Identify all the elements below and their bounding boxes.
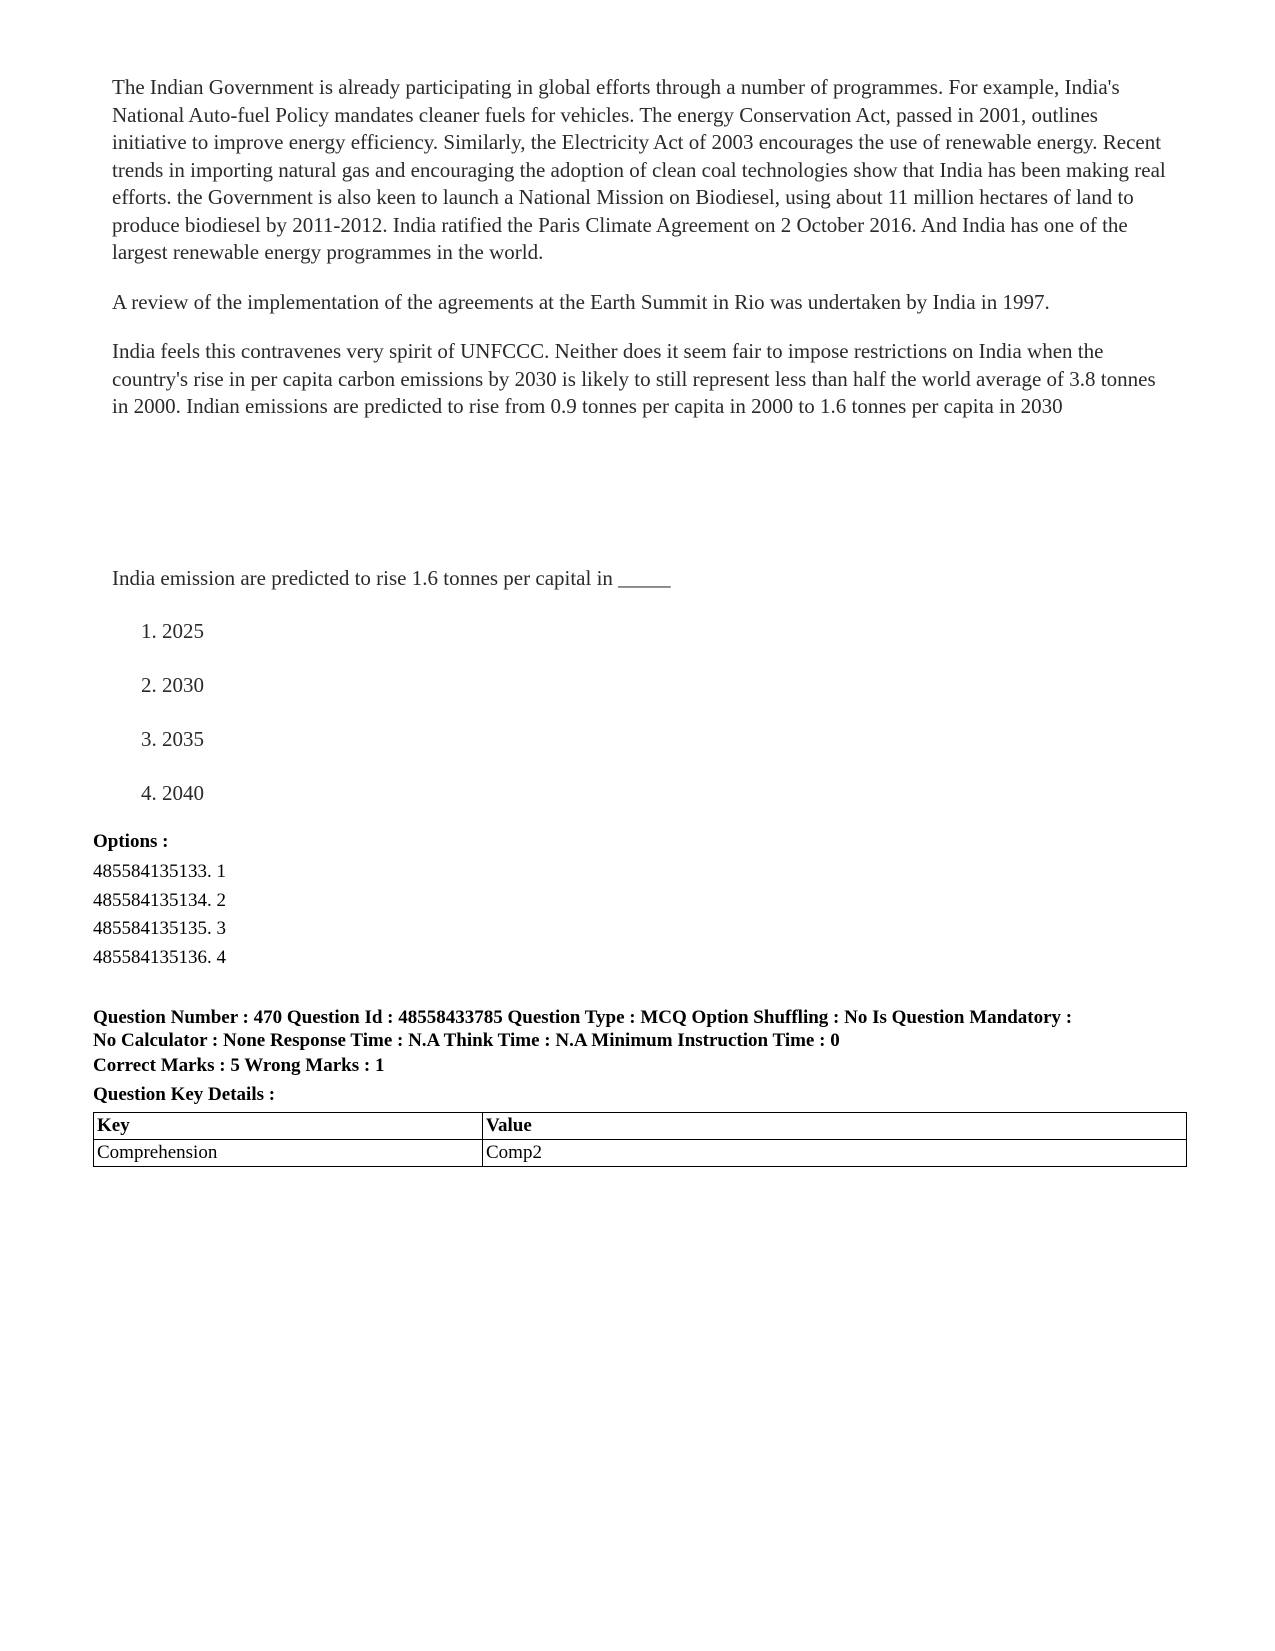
table-row [94, 1140, 1187, 1167]
marks-info: Correct Marks : 5 Wrong Marks : 1 [93, 1055, 385, 1076]
table-cell-key: Comprehension [94, 1140, 483, 1167]
passage-paragraph-2: A review of the implementation of the agreements at the Earth Summit in Rio was undertaken by India in 1997. [112, 289, 1050, 314]
table-cell-value: Comp2 [483, 1140, 1187, 1167]
option-item: 485584135133. 1 [93, 861, 226, 882]
question-stem: India emission are predicted to rise 1.6 tonnes per capital in _____ [112, 566, 671, 590]
choice-item: 1. 2025 [141, 619, 204, 643]
choice-item: 3. 2035 [141, 727, 204, 751]
table-header-value: Value [483, 1113, 1187, 1140]
passage-paragraph-3: India feels this contravenes very spirit of UNFCCC. Neither does it seem fair to impose restrictions on India when the country's rise in per capita carbon emissions by 2030 is likely to still represent less than half the world average of 3.8 tonnes in 2000. Indian emissions are predicted to rise from 0.9 tonnes per capita in 2000 to 1.6 tonnes per capita in 2030 [112, 339, 1156, 418]
question-info-line-1: Question Number : 470 Question Id : 48558433785 Question Type : MCQ Option Shuffling : No Is Question Mandatory : [93, 1007, 1073, 1028]
option-item: 485584135135. 3 [93, 918, 226, 939]
passage-paragraph-1: The Indian Government is already participating in global efforts through a number of programmes. For example, India's National Auto-fuel Policy mandates cleaner fuels for vehicles. The energy Conservation Act, passed in 2001, outlines initiative to improve energy efficiency. Similarly, the Electricity Act of 2003 encourages the use of renewable energy. Recent trends in importing natural gas and encouraging the adoption of clean coal technologies show that India has been making real efforts. the Government is also keen to launch a National Mission on Biodiesel, using about 11 million hectares of land to produce biodiesel by 2011-2012. India ratified the Paris Climate Agreement on 2 October 2016. And India has one of the largest renewable energy programmes in the world. [112, 75, 1166, 264]
question-info [93, 1006, 1183, 1052]
choice-list [141, 618, 204, 834]
choice-item: 2. 2030 [141, 673, 204, 697]
passage-image [112, 74, 1172, 443]
table-header-key: Key [94, 1113, 483, 1140]
options-list [93, 858, 226, 972]
option-item: 485584135134. 2 [93, 889, 226, 911]
key-details-heading: Question Key Details : [93, 1084, 276, 1105]
option-item: 485584135136. 4 [93, 946, 226, 968]
table-header-row [94, 1113, 1187, 1140]
key-details-table [93, 1112, 1187, 1167]
choice-item: 4. 2040 [141, 781, 204, 805]
options-heading: Options : [93, 831, 169, 852]
question-info-line-2: No Calculator : None Response Time : N.A Think Time : N.A Minimum Instruction Time : 0 [93, 1030, 840, 1051]
